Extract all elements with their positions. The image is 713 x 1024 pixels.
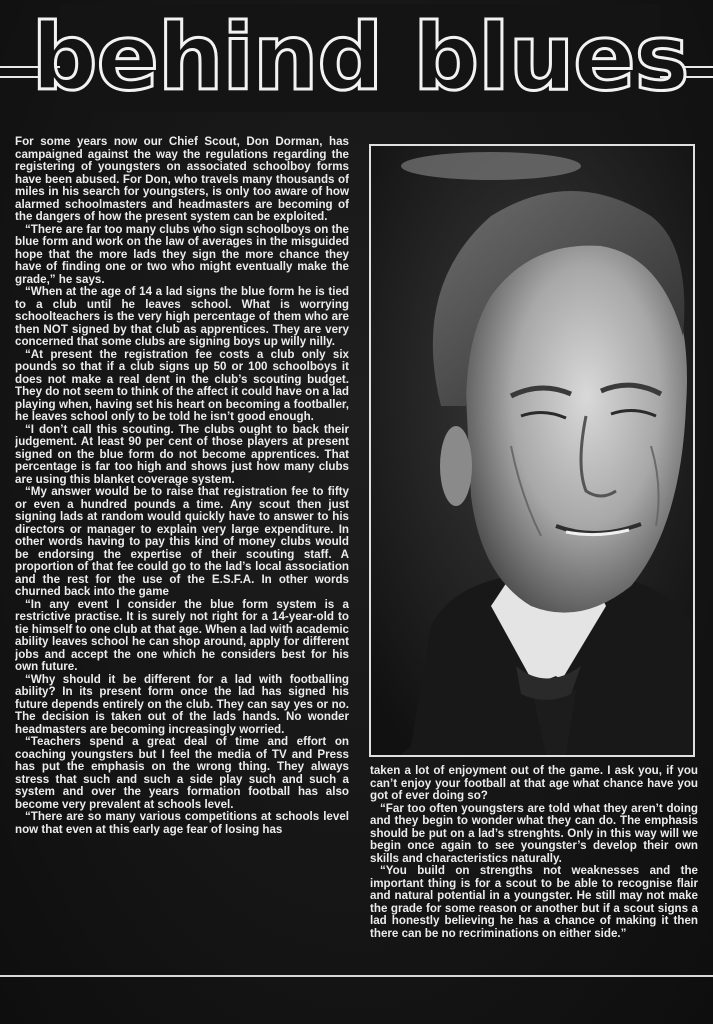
bottom-rule [0,975,713,977]
article-paragraph: “There are so many various competitions at schools level now that even at this early age fear of losing has [15,810,349,836]
article-paragraph: For some years now our Chief Scout, Don Dorman, has campaigned against the way the regulations regarding the registering of youngsters on associated schoolboy forms have been abused. For Don, who travels many thousands of miles in his search for youngsters, is only too aware of how alarmed schoolmasters and headmasters are becoming of the dangers of how the present system can be exploited. [15,136,349,223]
article-paragraph: taken a lot of enjoyment out of the game. I ask you, if you can’t enjoy your football at that age what chance have you got of ever doing so? [370,765,698,802]
article-paragraph: “Why should it be different for a lad with footballing ability? In its present form once the lad has signed his future depends entirely on the club. They can say yes or no. The decision is taken out of the lads hands. No wonder headmasters are becoming increasingly worried. [15,672,349,736]
article-paragraph: “At present the registration fee costs a club only six pounds so that if a club signs up 50 or 100 schoolboys it does not make a real dent in the club’s scouting budget. They do not seem to think of the affect it could have on a lad playing when, having set his heart on becoming a footballer, he leaves school only to be told he isn’t good enough. [15,347,349,423]
portrait-photo [369,144,695,757]
article-paragraph: “I don’t call this scouting. The clubs ought to back their judgement. At least 90 per cent of those players at present signed on the blue form do not become apprentices. That percentage is far too high and shows just how many clubs are using this blanket coverage system. [15,422,349,486]
article-column-left [15,136,349,966]
page-title: behind blues [31,4,689,111]
article-paragraph: “Far too often youngsters are told what they aren’t doing and they begin to wonder what they can do. The emphasis should be put on a lad’s strenghts. Only in this way will we begin once again to see youngster’s develop their own skills and characteristics naturally. [370,801,698,865]
article-paragraph: “Teachers spend a great deal of time and effort on coaching youngsters but I feel the media of TV and Press has put the emphasis on the wrong thing. They always stress that such and such a side play such and such a system and over the years formation football has also become very prevalent at schools level. [15,735,349,811]
portrait-photo-icon [371,146,693,755]
article-paragraph: “There are far too many clubs who sign schoolboys on the blue form and work on the law of averages in the misguided hope that the more lads they sign the more chance they have of finding one or two who might eventually make the grade,” he says. [15,222,349,286]
article-paragraph: “In any event I consider the blue form system is a restrictive practise. It is surely not right for a 14-year-old to tie himself to one club at that age. When a lad with academic ability leaves school he can shop around, apply for different jobs and accept the one which he considers best for his own future. [15,597,349,673]
header [31,4,689,112]
article-paragraph: “You build on strengths not weaknesses and the important thing is for a scout to be able to recognise flair and natural potential in a youngster. He still may not make the grade for some reason or another but if a scout signs a lad honestly believing he has a chance of making it then there can be no recriminations on either side.” [370,864,698,940]
article-column-right [370,765,698,965]
article-paragraph: “When at the age of 14 a lad signs the blue form he is tied to a club until he leaves school. What is worrying schoolteachers is the very high percentage of them who are then NOT signed by that club as apprentices. They are very concerned that some clubs are signing boys up willy nilly. [15,285,349,348]
article-paragraph: “My answer would be to raise that registration fee to fifty or even a hundred pounds a time. Any scout then just signing lads at random would quickly have to answer to his directors or manager to explain very large expenditure. In other words having to pay this kind of money clubs would be endorsing the expertise of their scouting staff. A proportion of that fee could go to the lad’s local association and the rest for the use of the E.S.F.A. In other words churned back into the game [15,485,349,598]
